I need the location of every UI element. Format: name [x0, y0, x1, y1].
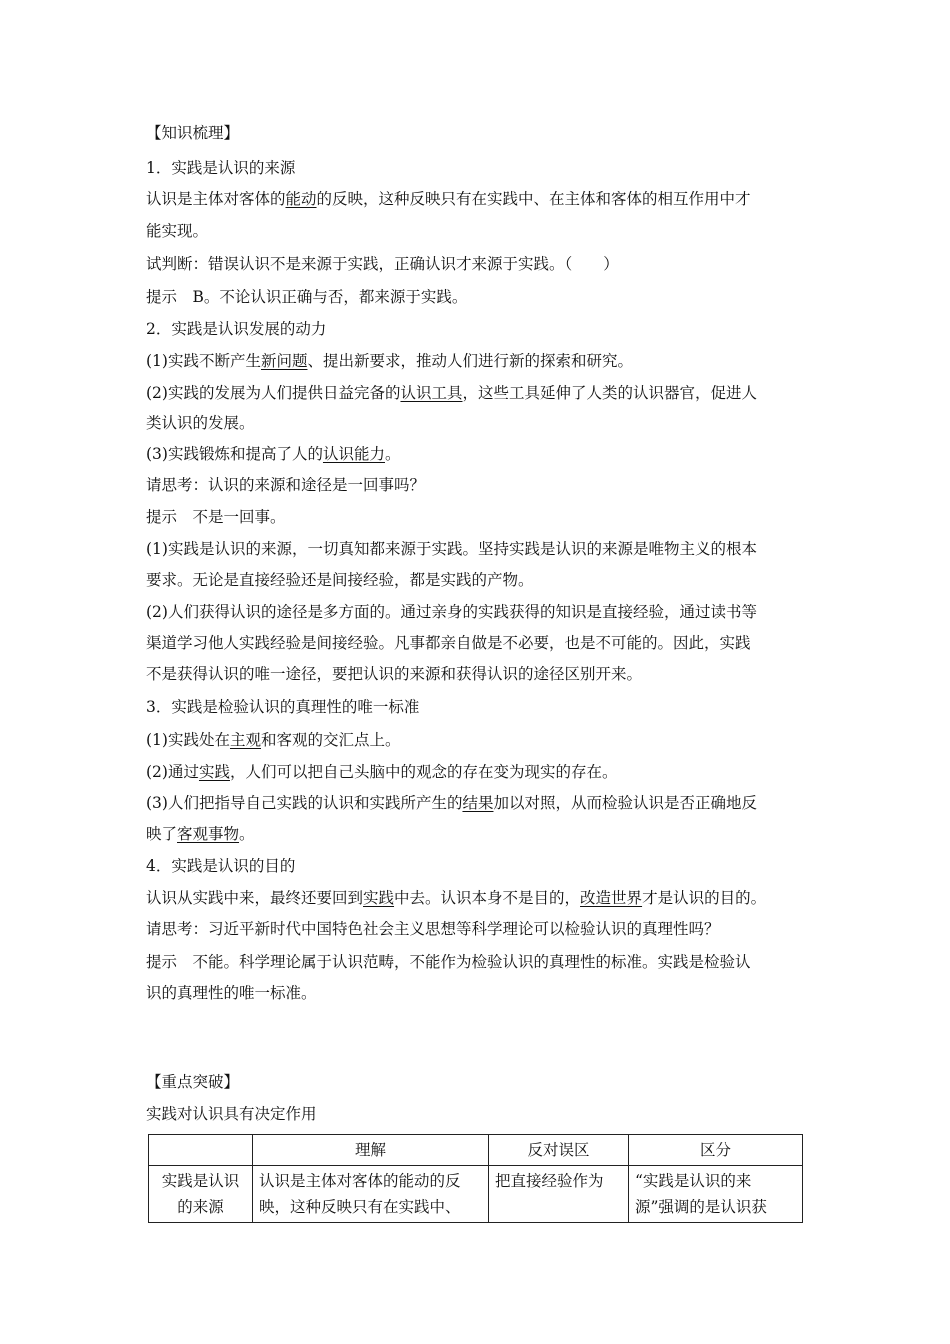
- blank-answer: 结果: [462, 794, 494, 812]
- blank-answer: 改造世界: [580, 889, 643, 907]
- table-cell: “实践是认识的来 源”强调的是认识获: [629, 1166, 803, 1223]
- point-3-item-2: (2)通过实践，人们可以把自己头脑中的观念的存在变为现实的存在。: [146, 763, 618, 781]
- point-4-line: 认识从实践中来，最终还要回到实践中去。认识本身不是目的，改造世界才是认识的目的。: [146, 889, 767, 907]
- table-row: [149, 1166, 803, 1223]
- blank-answer: 主观: [229, 731, 261, 749]
- point-2-title: 2．实践是认识发展的动力: [146, 320, 327, 338]
- point-1-line-2: 能实现。: [146, 222, 209, 240]
- table-cell: 实践是认识 的来源: [149, 1166, 253, 1223]
- comparison-table: [148, 1134, 803, 1223]
- blank-answer: 实践: [198, 763, 230, 781]
- point-3-item-3: (3)人们把指导自己实践的认识和实践所产生的结果加以对照，从而检验认识是否正确地反: [146, 794, 757, 812]
- table-cell: 把直接经验作为: [489, 1166, 629, 1223]
- explain-2-line-2: 渠道学习他人实践经验是间接经验。凡事都亲自做是不必要，也是不可能的。因此，实践: [146, 634, 751, 652]
- point-3-title: 3．实践是检验认识的真理性的唯一标准: [146, 698, 420, 716]
- point-3-item-3-line-2: 映了客观事物。: [146, 825, 255, 843]
- explain-2-line-3: 不是获得认识的唯一途径，要把认识的来源和获得认识的途径区别开来。: [146, 665, 643, 683]
- table-header-cell: 理解: [253, 1135, 489, 1166]
- point-1-line-1: 认识是主体对客体的能动的反映，这种反映只有在实践中、在主体和客体的相互作用中才: [146, 190, 751, 208]
- think-question-1: 请思考：认识的来源和途径是一回事吗？: [146, 476, 426, 494]
- point-4-title: 4．实践是认识的目的: [146, 857, 296, 875]
- blank-answer: 认识工具: [400, 384, 463, 402]
- table-header-row: [149, 1135, 803, 1166]
- hint-2: 提示 不是一回事。: [146, 508, 286, 526]
- table-subtitle: 实践对认识具有决定作用: [146, 1105, 317, 1123]
- section-heading-knowledge: 【知识梳理】: [146, 124, 240, 142]
- explain-1-line-1: (1)实践是认识的来源，一切真知都来源于实践。坚持实践是认识的来源是唯物主义的根本: [146, 540, 757, 558]
- blank-answer: 认识能力: [322, 445, 385, 463]
- blank-answer: 客观事物: [177, 825, 240, 843]
- judge-question: 试判断：错误认识不是来源于实践，正确认识才来源于实践。（ ）: [146, 255, 619, 273]
- point-2-item-2: (2)实践的发展为人们提供日益完备的认识工具，这些工具延伸了人类的认识器官，促进人: [146, 384, 757, 402]
- point-3-item-1: (1)实践处在主观和客观的交汇点上。: [146, 731, 401, 749]
- point-2-item-3: (3)实践锻炼和提高了人的认识能力。: [146, 445, 401, 463]
- section-heading-key-points: 【重点突破】: [146, 1073, 240, 1091]
- explain-1-line-2: 要求。无论是直接经验还是间接经验，都是实践的产物。: [146, 571, 534, 589]
- explain-2-line-1: (2)人们获得认识的途径是多方面的。通过亲身的实践获得的知识是直接经验，通过读书等: [146, 603, 757, 621]
- blank-answer: 新问题: [260, 352, 308, 370]
- think-question-2: 请思考：习近平新时代中国特色社会主义思想等科学理论可以检验认识的真理性吗？: [146, 920, 720, 938]
- blank-answer: 实践: [363, 889, 395, 907]
- table-cell: 认识是主体对客体的能动的反 映，这种反映只有在实践中、: [253, 1166, 489, 1223]
- table-header-cell: [149, 1135, 253, 1166]
- point-1-title: 1．实践是认识的来源: [146, 159, 296, 177]
- table-header-cell: 区分: [629, 1135, 803, 1166]
- table-header-cell: 反对误区: [489, 1135, 629, 1166]
- hint-3-line-1: 提示 不能。科学理论属于认识范畴，不能作为检验认识的真理性的标准。实践是检验认: [146, 953, 751, 971]
- point-2-item-1: (1)实践不断产生新问题、提出新要求，推动人们进行新的探索和研究。: [146, 352, 633, 370]
- hint-3-line-2: 识的真理性的唯一标准。: [146, 984, 317, 1002]
- point-2-item-2-line-2: 类认识的发展。: [146, 414, 255, 432]
- blank-answer: 能动: [285, 190, 317, 208]
- hint-1: 提示 B。不论认识正确与否，都来源于实践。: [146, 288, 468, 306]
